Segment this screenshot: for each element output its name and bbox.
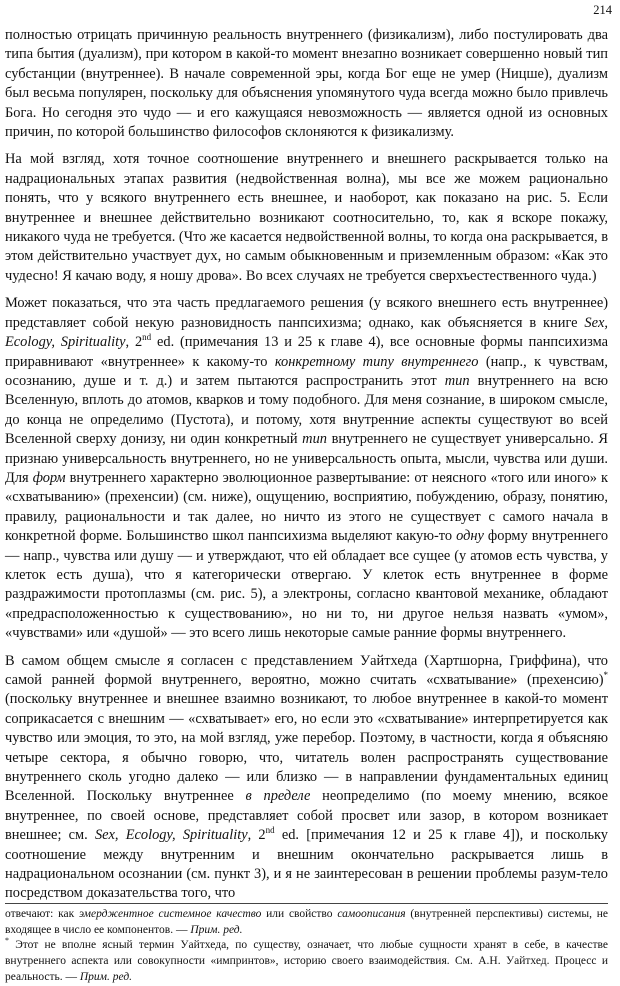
- footnotes: [5, 903, 608, 986]
- paragraph: [5, 26, 608, 142]
- text-run: или свойство: [261, 908, 338, 920]
- italic-text: конкретному типу внутреннего: [274, 353, 479, 370]
- text-run: , 2: [247, 827, 266, 844]
- body-text: [5, 26, 608, 904]
- footnote: [5, 907, 608, 938]
- page-number: 214: [593, 3, 612, 17]
- superscript: nd: [142, 332, 152, 343]
- italic-text: Прим. ред.: [79, 970, 133, 983]
- italic-text: одну: [456, 528, 484, 545]
- paragraph: [5, 652, 608, 904]
- paragraph: [5, 150, 608, 286]
- italic-text: в пределе: [245, 788, 311, 805]
- italic-text: эмерджентное системное качество: [79, 908, 262, 920]
- italic-text: форм: [32, 469, 66, 486]
- text-run: Может показаться, что эта часть предлагаемого решения (у всякого внешнего есть внутреннее) представляет собой некую разновидность панпсихизма; однако, как объясняется в книге: [5, 295, 608, 331]
- text-run: отвечают: как: [5, 908, 79, 920]
- superscript: *: [5, 936, 9, 946]
- text-run: полностью отрицать причинную реальность внутреннего (физикализм), либо постулировать два типа бытия (дуализм), при котором в какой-то момент внезапно возникает совершенно новый тип субстанции (внутреннее). В начале современной эры, когда Бог еще не умер (Ницше), дуализм был весьма популярен, поскольку для объяснения упомянутого чуда всегда можно было привлечь Бога. Но сегодня это чудо — и его кажущаяся невозможность — является одной из основных причин, по которой большинство философов склоняются к физикализму.: [5, 27, 608, 141]
- text-run: Этот не вполне ясный термин Уайтхеда, по существу, означает, что любые сущности хранят в себе, в качестве внутреннего аспекта или совокупности «импринтов», историю своего взаимодействия. См. А.Н. Уайтхед. Процесс и реальность. —: [5, 939, 608, 983]
- italic-text: тип: [302, 431, 327, 448]
- text-run: форму внутреннего — напр., чувства или душу — и утверждают, что ей обладает все сущее (у атомов есть чувства, у клеток есть душа), что я категорически отвергаю. У клеток есть внутреннее в форме раздражимости протоплазмы (см. рис. 5), а электроны, согласно квантовой механике, обладают «предрасположенностью к существованию», но ни то, ни другое нельзя назвать «умом», «чувствами» или «душой» — это всего лишь некоторые самые ранние формы внутреннего.: [5, 528, 609, 642]
- italic-text: самоописания: [337, 908, 406, 920]
- italic-text: тип: [444, 372, 470, 389]
- text-run: внутреннего не существует универсально. Я признаю универсальность внутреннего, но не универсальность опыта, мысли, чувства или души. Для: [5, 431, 608, 486]
- text-run: ed. (примечания 13 и 25 к главе 4), все основные формы панпсихизма приравнивают «внутреннее» к какому-то: [5, 334, 608, 370]
- superscript: *: [603, 670, 608, 681]
- italic-text: Прим. ред.: [190, 923, 243, 936]
- footnote: [5, 938, 608, 985]
- text-run: неопределимо (по моему мнению, всякое внутреннее, по своей основе, представляет собой просвет или зазор, в котором возникает внешнее; см.: [5, 788, 608, 844]
- text-run: В самом общем смысле я согласен с представлением Уайтхеда (Хартшорна, Гриффина), что самой ранней формой внутреннего, вероятно, можно считать «схватывание» (прехенсию): [5, 652, 608, 688]
- text-run: , 2: [125, 334, 143, 351]
- text-run: (внутренней перспективы) системы, не входящее в число ее компонентов. —: [5, 908, 609, 936]
- italic-text: Sex, Ecology, Spirituality: [5, 314, 608, 351]
- text-run: ed. [примечания 12 и 25 к главе 4]), и поскольку соотношение между внутренним и внешним окончательно раскрывается лишь в надрациональном осознании (см. пункт 3), и я не заинтересован в решении проблемы разум-тело посредством доказательства того, что: [5, 827, 608, 902]
- text-run: На мой взгляд, хотя точное соотношение внутреннего и внешнего раскрывается только на надрациональных этапах развития (недвойственная волна), мы все же можем рационально понять, что у всякого внутреннего есть внешнее, и наоборот, как показано на рис. 5. Если внутреннее и внешнее действительно возникают соотносительно, то, как я вскоре покажу, никакого чуда не требуется. (Что же касается недвойственной волны, то когда она раскрывается, в этом действительно участвует дух, но самым обыкновенным и приземленным образом: «Как это чудесно! Я качаю воду, я ношу дрова». Во всех случаях не требуется сверхъестественного чуда.): [5, 151, 608, 284]
- italic-text: Sex, Ecology, Spirituality: [94, 827, 248, 844]
- text-run: внутреннего на всю Вселенную, вплоть до атомов, кварков и тому подобного. Для меня сознание, в широком смысле, до конца не определимо (Пустота), и потому, хотя внутренние аспекты существуют во всей Вселенной сверху донизу, ни один конкретный: [5, 372, 608, 448]
- text-run: (напр., к чувствам, осознанию, душе и т. д.) и затем пытаются распространить этот: [5, 353, 608, 389]
- text-run: (поскольку внутреннее и внешнее взаимно возникают, то любое внутреннее в какой-то момент соприкасается с внешним — «схватывает» его, но если это «схватывание» интерпретируется как чувство или эмоция, то это, на мой взгляд, уже перебор. Поэтому, в частности, когда я объясняю четыре сектора, я обычно говорю, что, читатель волен распространять существование внутреннего сколь угодно далеко — или близко — в направлении фундаментальных единиц Вселенной. Поскольку внутреннее: [5, 691, 608, 805]
- superscript: nd: [265, 825, 275, 836]
- paragraph: [5, 294, 608, 643]
- text-run: внутреннего характерно эволюционное развертывание: от неясного «того или иного» к «схватыванию» (прехенсии) (см. ниже), ощущению, восприятию, побуждению, образу, понятию, правилу, рациональности и так далее, но ничто из этого не существует с самого начала в конкретной форме. Большинство школ панпсихизма выделяют какую-то: [5, 469, 609, 545]
